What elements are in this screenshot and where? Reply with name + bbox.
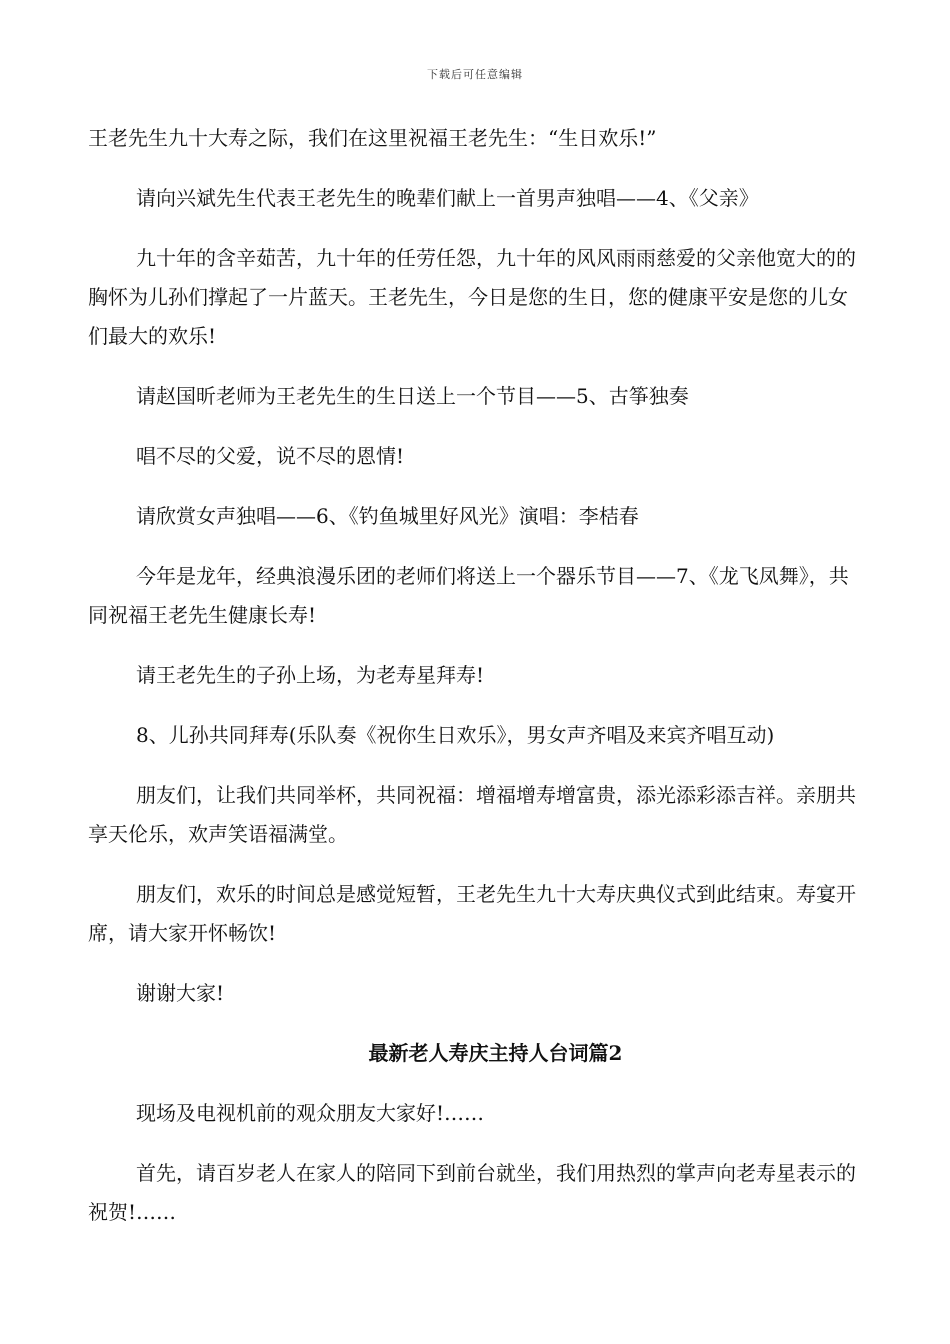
paragraph: 请欣赏女声独唱——6、《钓鱼城里好风光》演唱：李桔春 [136,504,639,528]
paragraph: 今年是龙年，经典浪漫乐团的老师们将送上一个器乐节目——7、《龙飞凤舞》，共同祝福王老先生健康长寿! [88,564,849,627]
paragraph: 请赵国昕老师为王老先生的生日送上一个节目——5、古筝独奏 [136,384,689,408]
paragraph: 8、儿孙共同拜寿(乐队奏《祝你生日欢乐》，男女声齐唱及来宾齐唱互动) [136,723,775,747]
paragraph: 请向兴斌先生代表王老先生的晚辈们献上一首男声独唱——4、《父亲》 [136,186,759,210]
paragraph: 王老先生九十大寿之际，我们在这里祝福王老先生：“生日欢乐!” [88,126,657,150]
paragraph: 请王老先生的子孙上场，为老寿星拜寿! [136,663,485,687]
paragraph: 朋友们，欢乐的时间总是感觉短暂，王老先生九十大寿庆典仪式到此结束。寿宴开席，请大家开怀畅饮! [88,882,856,945]
header-note: 下载后可任意编辑 [427,68,523,81]
paragraph: 谢谢大家! [136,981,225,1005]
paragraph: 九十年的含辛茹苦，九十年的任劳任怨，九十年的风风雨雨慈爱的父亲他宽大的的胸怀为儿孙们撑起了一片蓝天。王老先生，今日是您的生日，您的健康平安是您的儿女们最大的欢乐! [88,246,856,348]
paragraph: 现场及电视机前的观众朋友大家好!…… [136,1101,485,1125]
section-title: 最新老人寿庆主持人台词篇2 [368,1041,623,1065]
paragraph: 朋友们，让我们共同举杯，共同祝福：增福增寿增富贵，添光添彩添吉祥。亲朋共享天伦乐，欢声笑语福满堂。 [88,783,856,846]
paragraph: 唱不尽的父爱，说不尽的恩情! [136,444,405,468]
paragraph: 首先，请百岁老人在家人的陪同下到前台就坐，我们用热烈的掌声向老寿星表示的祝贺!…… [88,1161,856,1224]
document-body [88,119,863,1253]
